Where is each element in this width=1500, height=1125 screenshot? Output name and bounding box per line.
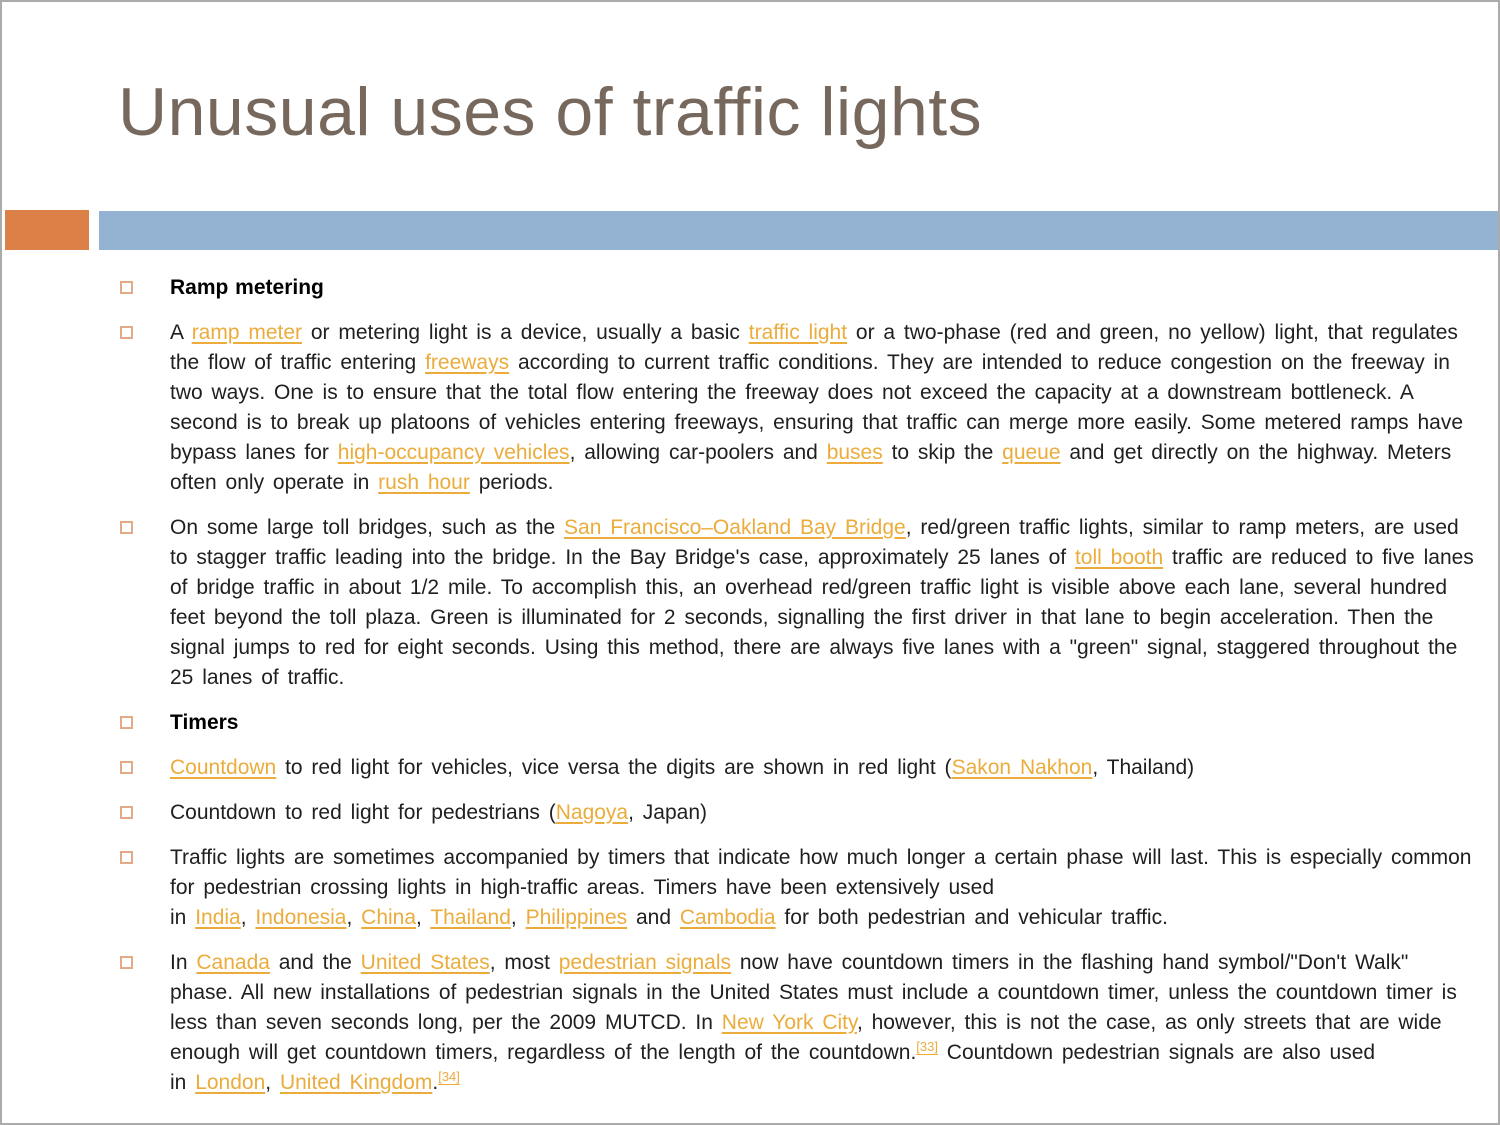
- text-run: Ramp metering: [170, 276, 324, 299]
- text-run: , Thailand): [1092, 756, 1195, 779]
- hyperlink[interactable]: Philippines: [525, 906, 628, 929]
- hyperlink[interactable]: Canada: [196, 951, 270, 974]
- hyperlink[interactable]: traffic light: [748, 321, 848, 344]
- text-run: in: [170, 906, 196, 929]
- text-run: or a two-phase (red and green, no yellow) light, that regulates the flow of traffic entering: [170, 321, 1458, 374]
- text-run: ,: [240, 906, 256, 929]
- text-run: , allowing car-poolers and: [569, 441, 827, 464]
- text-run: On some large toll bridges, such as the: [170, 516, 565, 539]
- bullet-list: [120, 273, 1480, 1113]
- text-run: and the: [269, 951, 361, 974]
- bullet-square-icon: [120, 326, 133, 339]
- text-run: to skip the: [882, 441, 1003, 464]
- bullet-square-icon: [120, 956, 133, 969]
- list-item: [120, 843, 1480, 933]
- text-run: ,: [346, 906, 362, 929]
- title-divider: [2, 210, 1498, 250]
- list-item-text: [170, 798, 707, 828]
- hyperlink[interactable]: [34]: [438, 1069, 460, 1084]
- hyperlink[interactable]: Indonesia: [255, 906, 347, 929]
- list-item-text: [170, 513, 1480, 693]
- list-item-heading: [170, 708, 239, 738]
- list-item-text: [170, 843, 1480, 933]
- hyperlink[interactable]: high-occupancy vehicles: [337, 441, 570, 464]
- text-run: Countdown pedestrian signals are also used: [937, 1041, 1376, 1064]
- list-item: [120, 273, 1480, 303]
- text-run: ,: [416, 906, 431, 929]
- list-item-text: [170, 318, 1480, 498]
- hyperlink[interactable]: [33]: [916, 1039, 938, 1054]
- orange-accent-bar: [5, 210, 89, 250]
- hyperlink[interactable]: Nagoya: [555, 801, 629, 824]
- footnote-reference: [438, 1069, 460, 1084]
- hyperlink[interactable]: United States: [360, 951, 490, 974]
- list-item-text: [170, 753, 1194, 783]
- hyperlink[interactable]: New York City: [721, 1011, 857, 1034]
- text-run: to red light for vehicles, vice versa the digits are shown in red light (: [276, 756, 952, 779]
- bullet-square-icon: [120, 716, 133, 729]
- text-run: and: [627, 906, 680, 929]
- text-run: Timers: [170, 711, 239, 734]
- text-run: Traffic lights are sometimes accompanied by timers that indicate how much longer a certain phase will last. This is especially common for pedestrian crossing lights in high-traffic areas. Timers have been extensively used: [170, 846, 1472, 899]
- hyperlink[interactable]: India: [195, 906, 241, 929]
- hyperlink[interactable]: toll booth: [1074, 546, 1164, 569]
- hyperlink[interactable]: Thailand: [430, 906, 511, 929]
- list-item-text: [170, 948, 1480, 1098]
- text-run: ,: [265, 1071, 280, 1094]
- text-run: and get directly on the highway. Meters often only operate in: [170, 441, 1452, 494]
- hyperlink[interactable]: Cambodia: [679, 906, 776, 929]
- text-run: in: [170, 1071, 196, 1094]
- list-item: [120, 948, 1480, 1098]
- list-item: [120, 318, 1480, 498]
- bullet-square-icon: [120, 851, 133, 864]
- list-item: [120, 513, 1480, 693]
- text-run: traffic are reduced to five lanes of bridge traffic in about 1/2 mile. To accomplish this, an overhead red/green traffic light is visible above each lane, several hundred feet beyond the toll plaza. Green is illuminated for 2 seconds, signalling the first driver in that lane to begin acceleration. Then the signal jumps to red for eight seconds. Using this method, there are always five lanes with a "green" signal, staggered throughout the 25 lanes of traffic.: [170, 546, 1474, 689]
- text-run: , most: [489, 951, 559, 974]
- page-title: Unusual uses of traffic lights: [118, 74, 983, 150]
- hyperlink[interactable]: Countdown: [170, 756, 277, 779]
- text-run: periods.: [469, 471, 554, 494]
- text-run: A: [170, 321, 192, 344]
- text-run: In: [170, 951, 197, 974]
- list-item-heading: [170, 273, 324, 303]
- footnote-reference: [916, 1039, 938, 1054]
- text-run: , Japan): [628, 801, 707, 824]
- hyperlink[interactable]: United Kingdom: [279, 1071, 433, 1094]
- hyperlink[interactable]: pedestrian signals: [558, 951, 732, 974]
- list-item: [120, 753, 1480, 783]
- hyperlink[interactable]: buses: [826, 441, 883, 464]
- hyperlink[interactable]: freeways: [425, 351, 510, 374]
- hyperlink[interactable]: ramp meter: [191, 321, 303, 344]
- hyperlink[interactable]: China: [361, 906, 417, 929]
- hyperlink[interactable]: Sakon Nakhon: [951, 756, 1093, 779]
- text-run: or metering light is a device, usually a basic: [302, 321, 749, 344]
- hyperlink[interactable]: London: [195, 1071, 266, 1094]
- text-run: , red/green traffic lights, similar to ramp meters, are used to stagger traffic leading into the bridge. In the Bay Bridge's case, approximately 25 lanes of: [170, 516, 1459, 569]
- text-run: , however, this is not the case, as only streets that are wide enough will get countdown timers, regardless of the length of the countdown.: [170, 1011, 1442, 1064]
- bullet-square-icon: [120, 761, 133, 774]
- text-run: .: [432, 1071, 439, 1094]
- bullet-square-icon: [120, 521, 133, 534]
- hyperlink[interactable]: rush hour: [378, 471, 470, 494]
- text-run: ,: [510, 906, 526, 929]
- hyperlink[interactable]: queue: [1002, 441, 1061, 464]
- list-item: [120, 798, 1480, 828]
- text-run: for both pedestrian and vehicular traffic.: [775, 906, 1168, 929]
- blue-accent-bar: [99, 211, 1498, 250]
- bullet-square-icon: [120, 281, 133, 294]
- bullet-square-icon: [120, 806, 133, 819]
- list-item: [120, 708, 1480, 738]
- hyperlink[interactable]: San Francisco–Oakland Bay Bridge: [564, 516, 906, 539]
- text-run: Countdown to red light for pedestrians (: [170, 801, 556, 824]
- text-run: according to current traffic conditions. They are intended to reduce congestion on the freeway in two ways. One is to ensure that the total flow entering the freeway does not exceed the capacity at a downstream bottleneck. A second is to break up platoons of vehicles entering freeways, ensuring that traffic can merge more easily. Some metered ramps have bypass lanes for: [170, 351, 1464, 464]
- text-run: now have countdown timers in the flashing hand symbol/"Don't Walk" phase. All new installations of pedestrian signals in the United States must include a countdown timer, unless the countdown timer is less than seven seconds long, per the 2009 MUTCD. In: [170, 951, 1457, 1034]
